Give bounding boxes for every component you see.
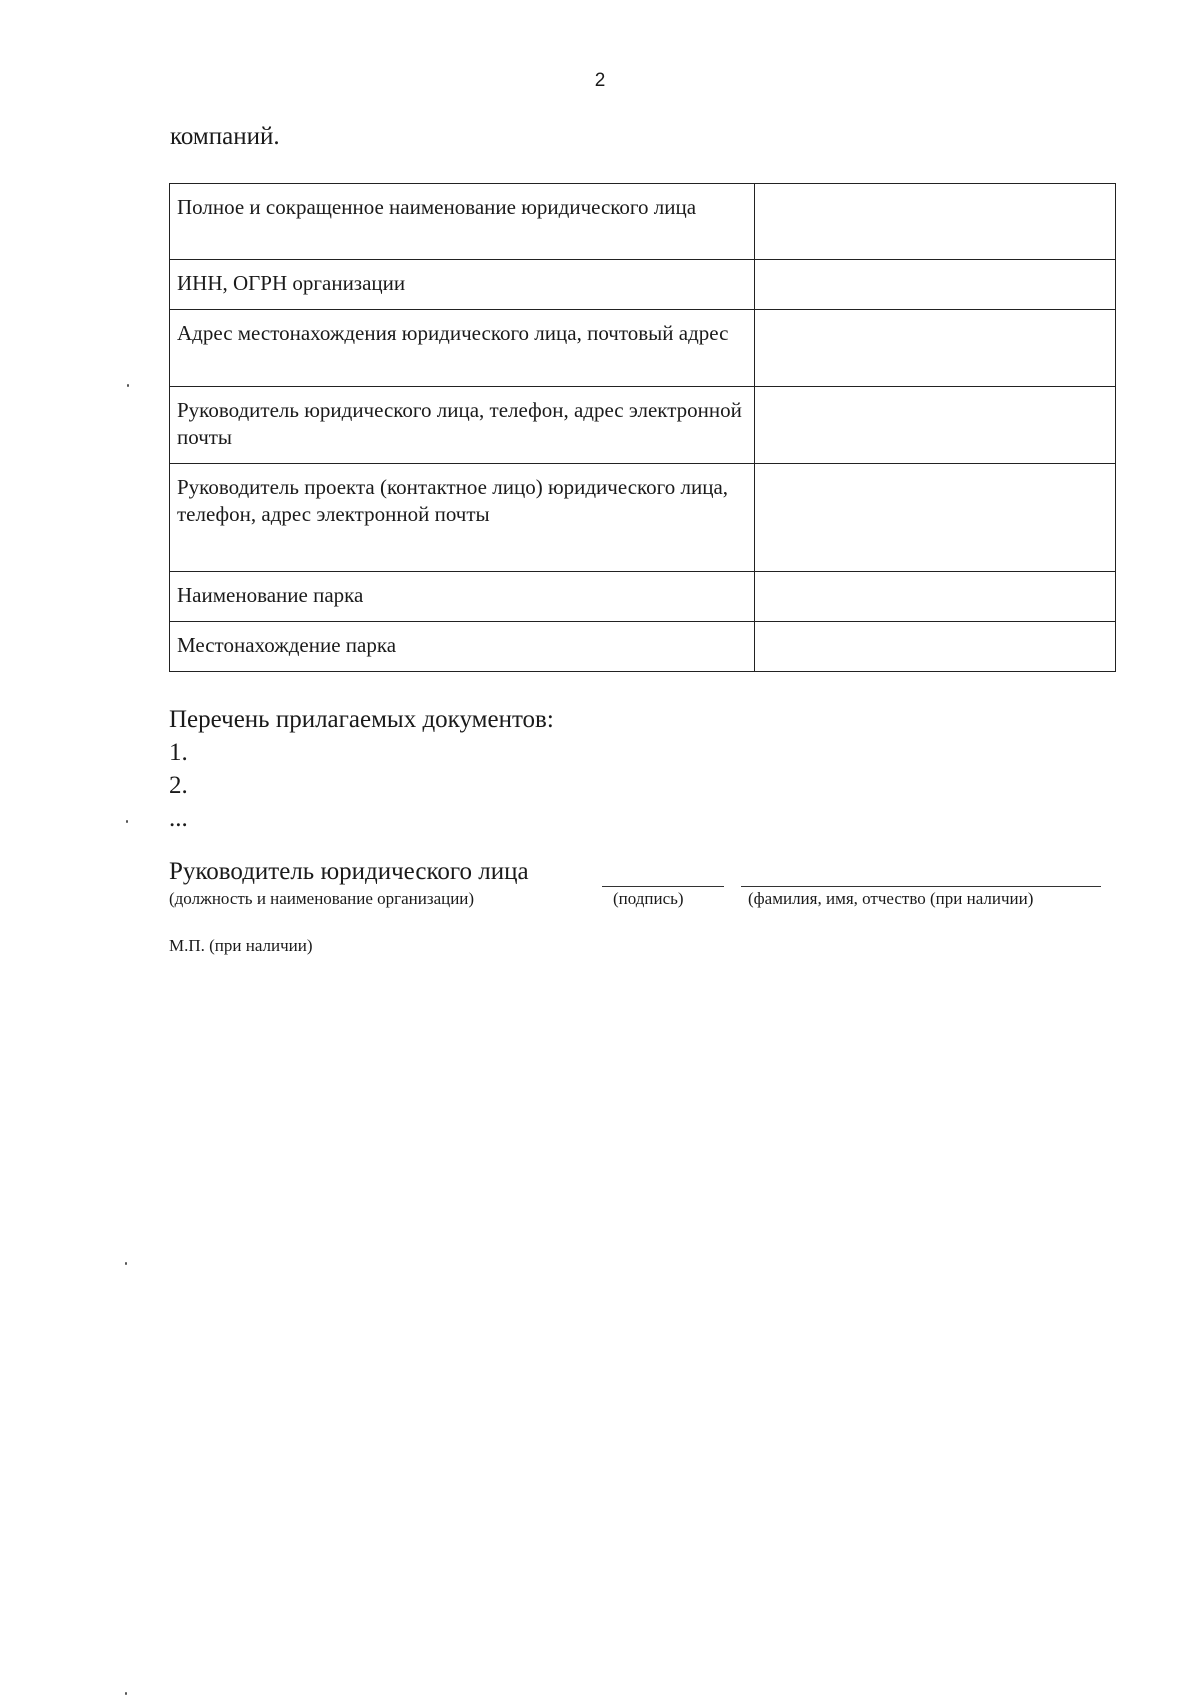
attached-documents-heading: Перечень прилагаемых документов: (169, 706, 554, 733)
attached-documents-list (169, 736, 554, 835)
scan-speck (127, 384, 129, 387)
row-label-inn-ogrn: ИНН, ОГРН организации (170, 260, 755, 310)
applicant-info-table (169, 183, 1116, 672)
scan-speck (126, 820, 128, 823)
position-caption: (должность и наименование организации) (169, 889, 475, 908)
list-item: ... (169, 805, 188, 832)
row-value-address[interactable] (755, 310, 1116, 387)
list-item: 2. (169, 772, 188, 799)
signature-caption: (подпись) (613, 889, 684, 908)
scan-speck (125, 1692, 127, 1695)
row-label-full-name: Полное и сокращенное наименование юридического лица (170, 184, 755, 260)
row-value-head[interactable] (755, 387, 1116, 464)
table-row (170, 572, 1116, 622)
list-item: 1. (169, 739, 188, 766)
row-label-head: Руководитель юридического лица, телефон, адрес электронной почты (170, 387, 755, 464)
row-label-project-lead: Руководитель проекта (контактное лицо) юридического лица, телефон, адрес электронной почты (170, 464, 755, 572)
page-number: 2 (594, 70, 606, 91)
row-value-park-location[interactable] (755, 622, 1116, 672)
table-row (170, 622, 1116, 672)
name-line[interactable] (741, 886, 1101, 887)
row-label-park-location: Местонахождение парка (170, 622, 755, 672)
row-label-address: Адрес местонахождения юридического лица, почтовый адрес (170, 310, 755, 387)
row-label-park-name: Наименование парка (170, 572, 755, 622)
table-row (170, 184, 1116, 260)
table-row (170, 387, 1116, 464)
scan-speck (125, 1262, 127, 1265)
name-caption: (фамилия, имя, отчество (при наличии) (748, 889, 1034, 908)
row-value-inn-ogrn[interactable] (755, 260, 1116, 310)
continuation-text: компаний. (170, 123, 280, 150)
table-row (170, 310, 1116, 387)
attached-documents (169, 703, 554, 835)
table-row (170, 260, 1116, 310)
signature-title: Руководитель юридического лица (169, 858, 529, 885)
row-value-full-name[interactable] (755, 184, 1116, 260)
stamp-note: М.П. (при наличии) (169, 936, 313, 955)
row-value-project-lead[interactable] (755, 464, 1116, 572)
table-row (170, 464, 1116, 572)
row-value-park-name[interactable] (755, 572, 1116, 622)
signature-line[interactable] (602, 886, 724, 887)
